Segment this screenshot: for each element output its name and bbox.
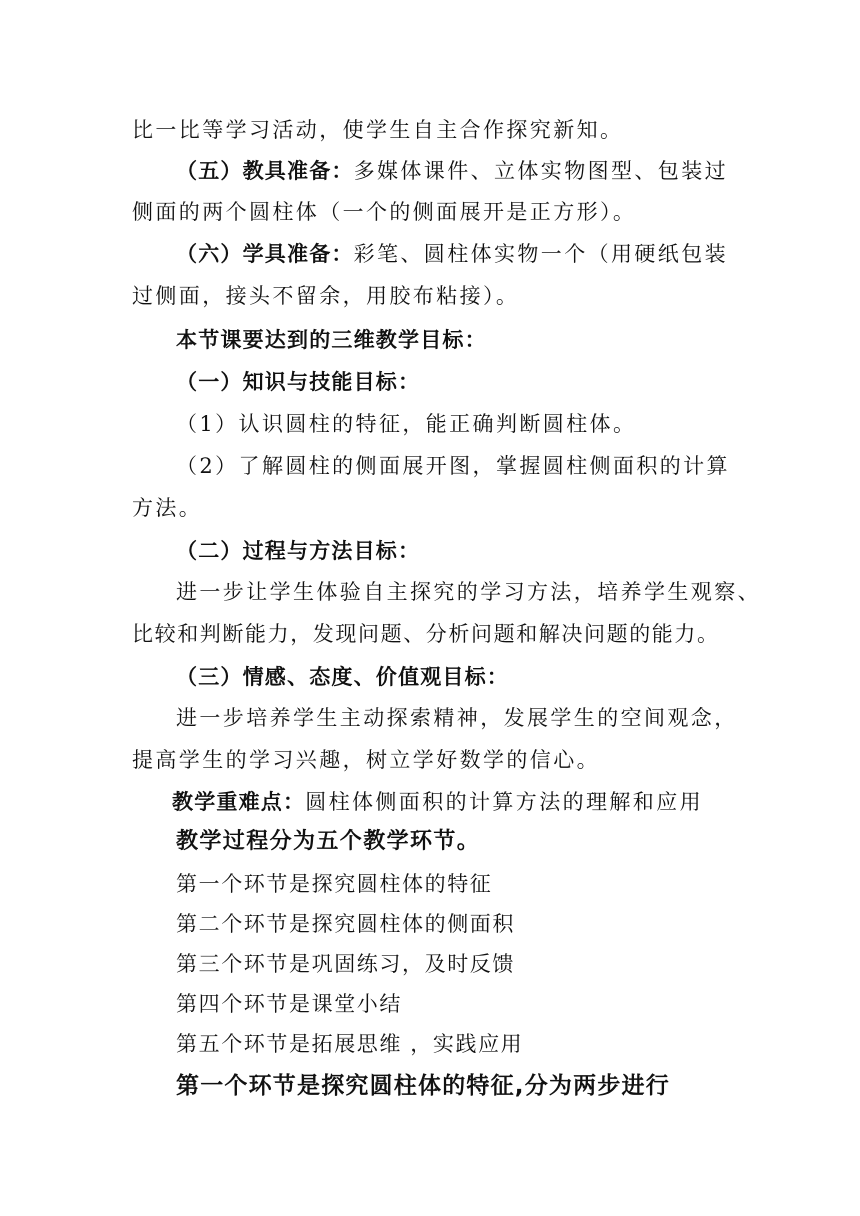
emotion-goal-heading: [176, 663, 509, 691]
text-run: 第一个环节是探究圆柱体的特征: [176, 872, 493, 896]
text-run: 侧面的两个圆柱体（一个的侧面展开是正方形）。: [132, 200, 637, 224]
text-run: 比较和判断能力，发现问题、分析问题和解决问题的能力。: [132, 622, 720, 646]
list-item: [176, 870, 492, 898]
paragraph-line: [176, 704, 738, 732]
process-goal-heading: [176, 537, 420, 565]
list-item: [176, 910, 515, 938]
text-run: 比一比等学习活动，使学生自主合作探究新知。: [132, 118, 624, 142]
paragraph-line: [176, 410, 636, 438]
paragraph-line: [132, 620, 720, 648]
text-run: 第一个环节是探究圆柱体的特征,分为两步进行: [176, 1073, 670, 1099]
text-run: （三）情感、态度、价值观目标：: [176, 665, 509, 689]
text-run: 提高学生的学习兴趣，树立学好数学的信心。: [132, 748, 600, 772]
text-run: 进一步让学生体验自主探究的学习方法，培养学生观察、: [176, 580, 761, 604]
text-run: 本节课要达到的三维教学目标：: [176, 328, 487, 352]
first-stage-heading: [176, 1072, 670, 1100]
teaching-process-heading: [176, 828, 480, 856]
text-run: （一）知识与技能目标：: [176, 370, 421, 394]
section-label: （五）教具准备：: [176, 159, 354, 183]
text-run: （2）了解圆柱的侧面展开图，掌握圆柱侧面积的计算: [176, 454, 730, 478]
goals-heading: [176, 326, 487, 354]
section-six-heading: [176, 240, 728, 268]
text-run: 方法。: [132, 496, 203, 520]
text-run: （1）认识圆柱的特征，能正确判断圆柱体。: [176, 412, 637, 436]
list-item: [176, 990, 402, 1018]
text-run: 教学过程分为五个教学环节。: [176, 829, 481, 854]
text-run: 第二个环节是探究圆柱体的侧面积: [176, 912, 515, 936]
text-run: 进一步培养学生主动探索精神，发展学生的空间观念，: [176, 706, 738, 730]
key-difficulty-line: [172, 788, 703, 816]
section-label: （六）学具准备：: [176, 242, 354, 266]
paragraph-line: [132, 494, 202, 522]
section-five-heading: [176, 157, 728, 185]
list-item: [176, 1030, 523, 1058]
list-item: [176, 950, 515, 978]
paragraph-line: [176, 452, 730, 480]
section-label: 教学重难点：: [172, 790, 306, 814]
text-run: 第三个环节是巩固练习，及时反馈: [176, 952, 515, 976]
text-run: 第四个环节是课堂小结: [176, 992, 402, 1016]
text-run: 圆柱体侧面积的计算方法的理解和应用: [305, 790, 704, 814]
text-run: 彩笔、圆柱体实物一个（用硬纸包装: [353, 242, 729, 266]
paragraph-line: [176, 578, 761, 606]
paragraph-line: [132, 116, 623, 144]
text-run: 多媒体课件、立体实物图型、包装过: [353, 159, 729, 183]
knowledge-goal-heading: [176, 368, 420, 396]
text-run: （二）过程与方法目标：: [176, 539, 421, 563]
paragraph-line: [132, 282, 519, 310]
text-run: 过侧面，接头不留余，用胶布粘接）。: [132, 284, 520, 308]
text-run: 第五个环节是拓展思维 ，实践应用: [176, 1032, 524, 1056]
paragraph-line: [132, 198, 636, 226]
paragraph-line: [132, 746, 600, 774]
